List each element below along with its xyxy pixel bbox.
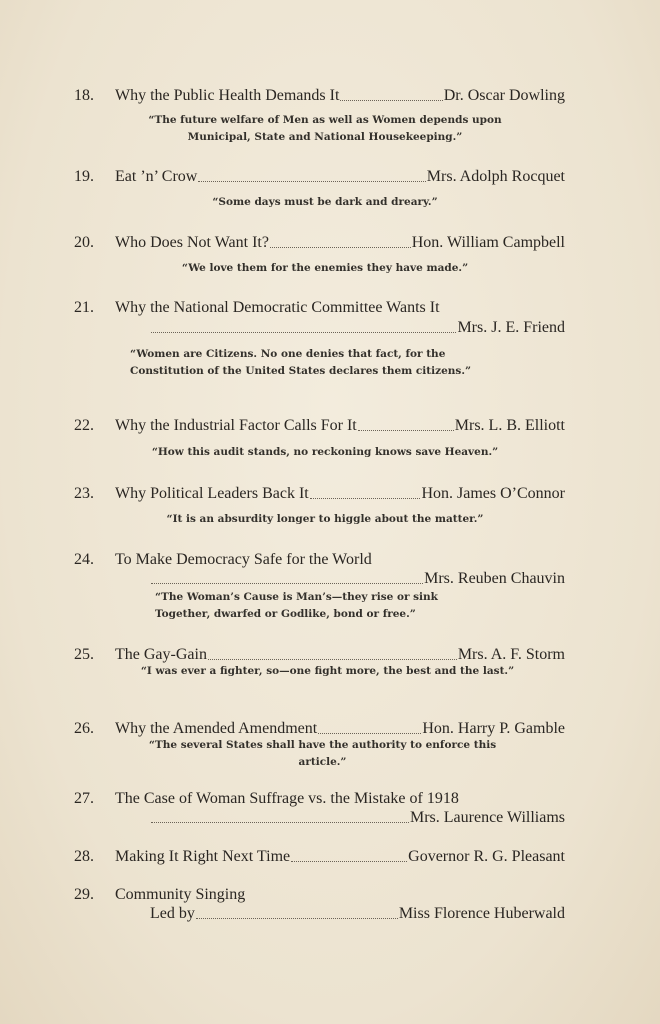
- item-title: To Make Democracy Safe for the World: [115, 551, 372, 568]
- item-number: 20.: [74, 234, 94, 251]
- item-quote: “How this audit stands, no reckoning knows save Heaven.”: [151, 446, 499, 458]
- item-title: Why the Industrial Factor Calls For It: [115, 417, 357, 434]
- program-item: [115, 484, 565, 504]
- item-number: 27.: [74, 790, 94, 807]
- item-quote: “The future welfare of Men as well as Women depends upon Municipal, State and National Housekeeping.”: [148, 114, 502, 143]
- item-title: Community Singing: [115, 886, 246, 903]
- item-speaker: Mrs. A. F. Storm: [457, 646, 565, 663]
- item-speaker: Mrs. L. B. Elliott: [454, 417, 565, 434]
- dot-leader: [151, 332, 456, 333]
- item-title: Why the National Democratic Committee Wants It: [115, 299, 440, 316]
- program-item-title-line: [115, 789, 565, 809]
- program-item: [115, 167, 565, 187]
- item-quote: “We love them for the enemies they have made.”: [181, 262, 469, 274]
- dot-leader: [196, 918, 398, 919]
- item-sub-label: Led by: [150, 905, 195, 922]
- dot-leader: [151, 583, 423, 584]
- program-item-title-line: [115, 885, 565, 905]
- program-item: [115, 847, 565, 867]
- item-title: Eat ’n’ Crow: [115, 168, 198, 185]
- program-item: [115, 719, 565, 739]
- item-number: 19.: [74, 168, 94, 185]
- item-number: 24.: [74, 551, 94, 568]
- item-speaker: Dr. Oscar Dowling: [443, 87, 565, 104]
- dot-leader: [318, 733, 421, 734]
- program-item: [115, 645, 565, 665]
- dot-leader: [310, 498, 421, 499]
- item-speaker: Hon. James O’Connor: [421, 485, 565, 502]
- item-speaker: Mrs. Reuben Chauvin: [424, 570, 565, 587]
- program-item: [115, 416, 565, 436]
- item-quote: “I was ever a fighter, so—one fight more, the best and the last.”: [140, 665, 515, 677]
- item-title: The Case of Woman Suffrage vs. the Mistake of 1918: [115, 790, 459, 807]
- item-number: 28.: [74, 848, 94, 865]
- item-title: Who Does Not Want It?: [115, 234, 269, 251]
- item-number: 22.: [74, 417, 94, 434]
- dot-leader: [291, 861, 407, 862]
- program-item-speaker-line: [150, 904, 565, 924]
- item-title: Why the Amended Amendment: [115, 720, 318, 737]
- program-item-speaker-line: [150, 318, 565, 338]
- dot-leader: [151, 822, 409, 823]
- program-item-speaker-line: [150, 569, 565, 589]
- item-title: The Gay-Gain: [115, 646, 207, 663]
- item-speaker: Mrs. J. E. Friend: [457, 319, 565, 336]
- item-number: 18.: [74, 87, 94, 104]
- dot-leader: [358, 430, 454, 431]
- dot-leader: [208, 659, 457, 660]
- item-speaker: Mrs. Laurence Williams: [409, 809, 565, 826]
- item-quote: “Some days must be dark and dreary.”: [212, 196, 438, 208]
- program-item: [115, 86, 565, 106]
- program-item-speaker-line: [150, 808, 565, 828]
- item-title: Making It Right Next Time: [115, 848, 291, 865]
- item-speaker: Mrs. Adolph Rocquet: [426, 168, 565, 185]
- item-speaker: Hon. Harry P. Gamble: [422, 720, 565, 737]
- item-speaker: Governor R. G. Pleasant: [408, 848, 565, 865]
- dot-leader: [270, 247, 411, 248]
- item-title: Why the Public Health Demands It: [115, 87, 340, 104]
- item-quote: “Women are Citizens. No one denies that fact, for the Constitution of the United States declares them citizens.”: [130, 348, 472, 377]
- item-speaker: Miss Florence Huberwald: [398, 905, 565, 922]
- item-title: Why Political Leaders Back It: [115, 485, 309, 502]
- item-quote: “It is an absurdity longer to higgle about the matter.”: [166, 513, 484, 525]
- item-number: 21.: [74, 299, 94, 316]
- item-number: 25.: [74, 646, 94, 663]
- item-quote: “The Woman’s Cause is Man’s—they rise or sink Together, dwarfed or Godlike, bond or free.”: [155, 591, 438, 620]
- dot-leader: [198, 181, 425, 182]
- item-number: 23.: [74, 485, 94, 502]
- item-quote: “The several States shall have the authority to enforce this article.”: [148, 739, 497, 768]
- item-number: 29.: [74, 886, 94, 903]
- program-item: [115, 233, 565, 253]
- program-item-title-line: [115, 298, 565, 318]
- item-speaker: Hon. William Campbell: [411, 234, 565, 251]
- item-number: 26.: [74, 720, 94, 737]
- program-item-title-line: [115, 550, 565, 570]
- dot-leader: [340, 100, 442, 101]
